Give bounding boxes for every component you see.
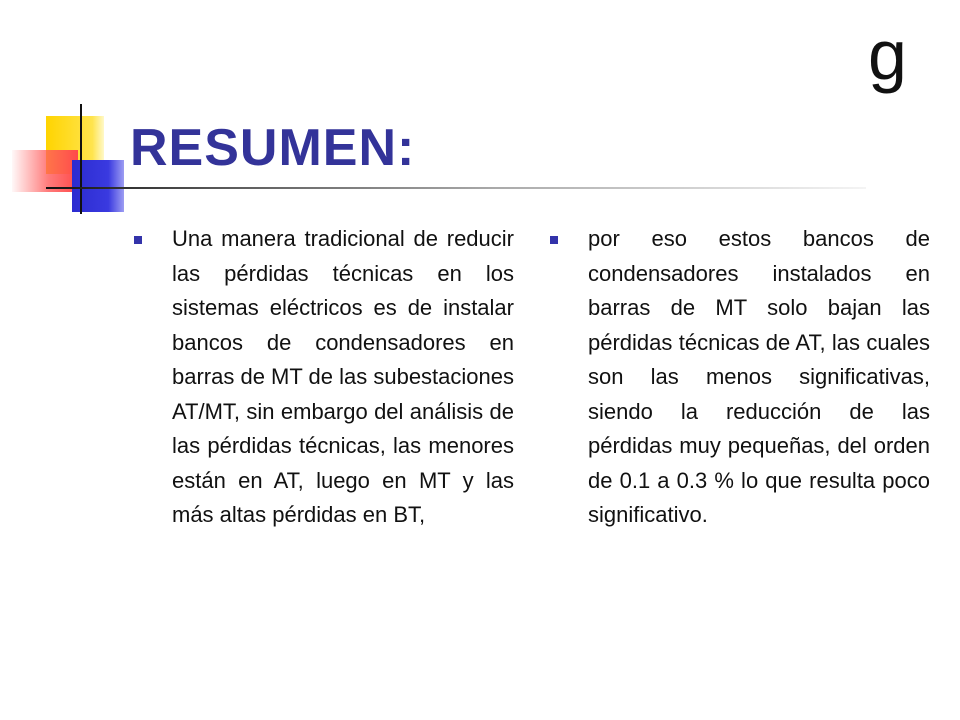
bullet-text: por eso estos bancos de condensadores instalados en barras de MT solo bajan las pérdidas técnicas de AT, las cuales son las menos significativas, siendo la reducción de las pérdidas muy pequeñas, del orden de 0.1 a 0.3 % lo que resulta poco significativo. bbox=[588, 226, 930, 527]
left-column bbox=[134, 222, 514, 533]
right-column bbox=[550, 222, 930, 533]
title-underline bbox=[46, 187, 866, 189]
decorative-red-bar bbox=[12, 150, 78, 192]
corner-letter: g bbox=[868, 16, 907, 94]
slide-title: RESUMEN: bbox=[130, 119, 416, 177]
decorative-vertical-line bbox=[80, 104, 82, 214]
bullet-square-icon bbox=[134, 236, 142, 244]
bullet-item bbox=[134, 222, 514, 533]
bullet-text: Una manera tradicional de reducir las pérdidas técnicas en los sistemas eléctricos es de instalar bancos de condensadores en barras de MT de las subestaciones AT/MT, sin embargo del análisis de las pérdidas técnicas, las menores están en AT, luego en MT y las más altas pérdidas en BT, bbox=[172, 226, 514, 527]
bullet-square-icon bbox=[550, 236, 558, 244]
bullet-item bbox=[550, 222, 930, 533]
